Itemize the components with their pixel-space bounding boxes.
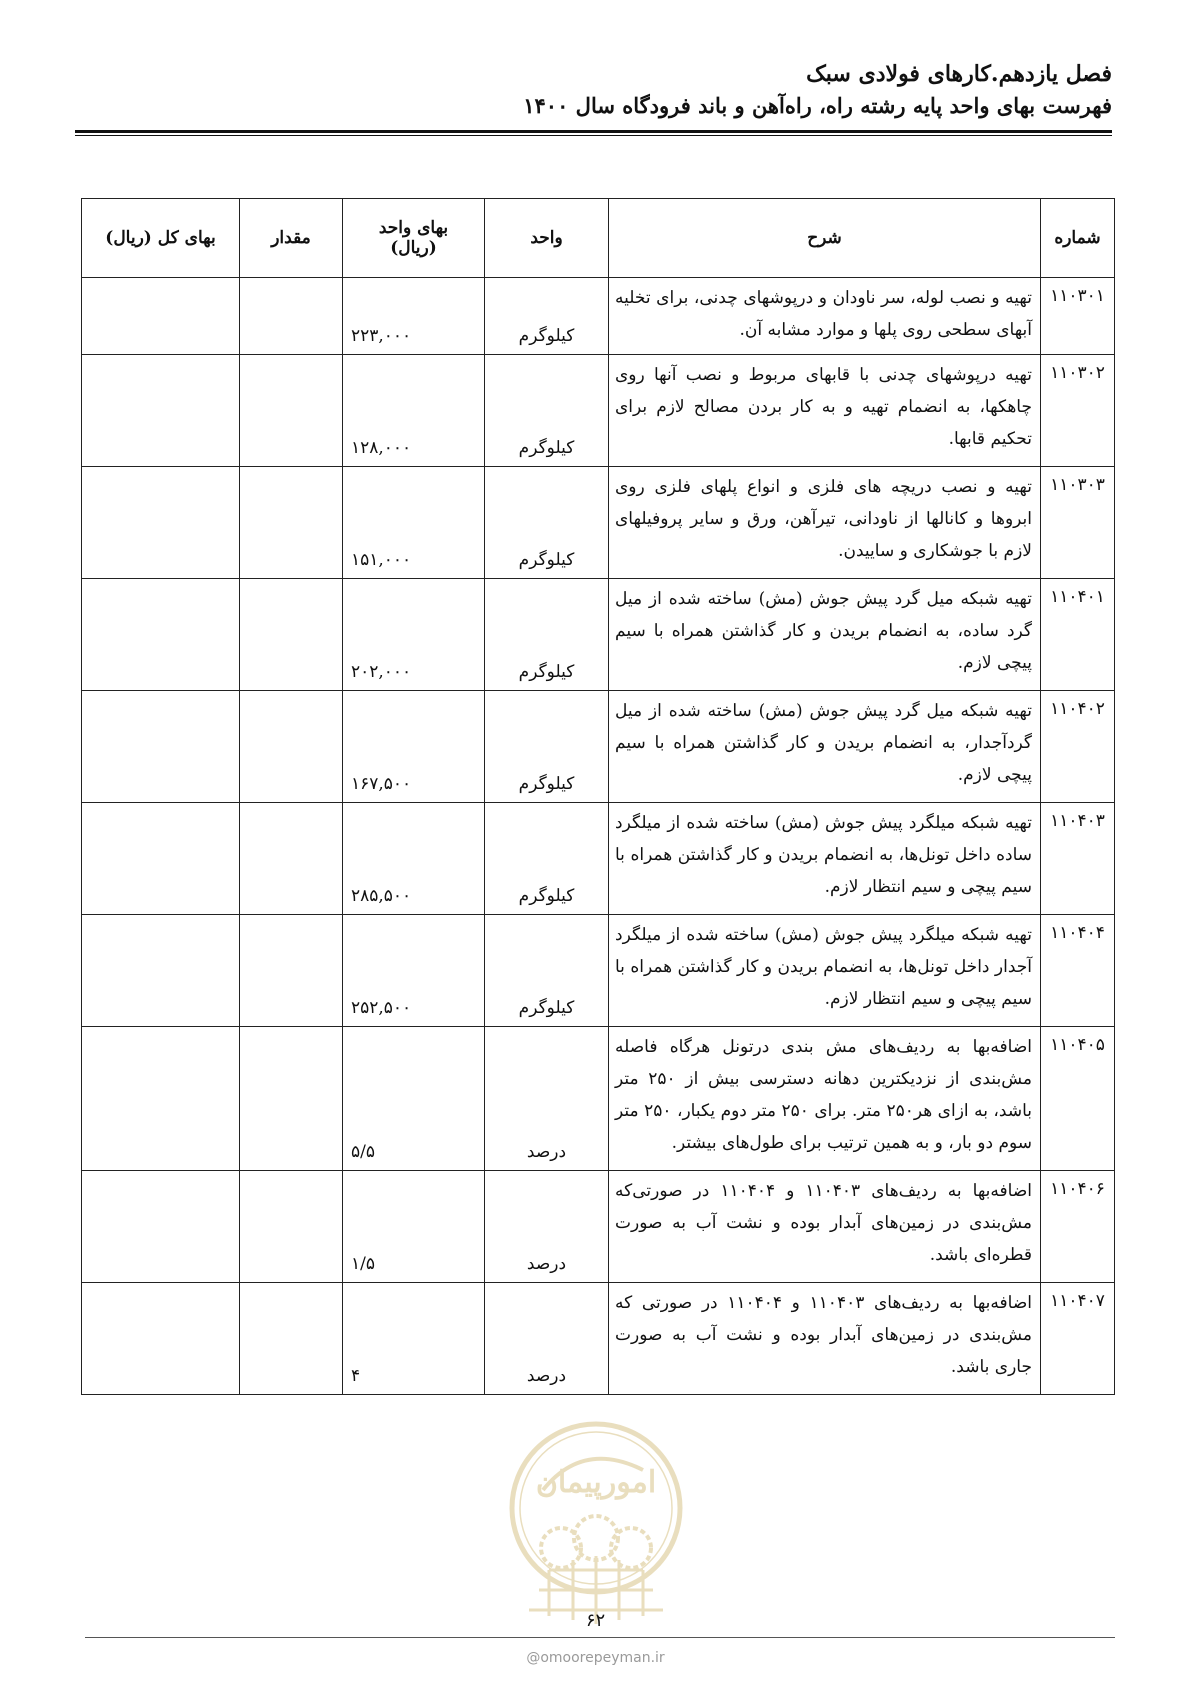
watermark-text: امورپیمان (535, 1465, 657, 1500)
row-total (82, 691, 240, 803)
row-quantity (240, 691, 343, 803)
column-header-description: شرح (609, 199, 1041, 278)
footer-rule (85, 1637, 1115, 1638)
row-unit-price: ۲۰۲,۰۰۰ (343, 579, 485, 691)
price-list-title: فهرست بهای واحد پایه رشته راه، راه‌آهن و باند فرودگاه سال ۱۴۰۰ (523, 93, 1112, 118)
row-unit: کیلوگرم (485, 915, 609, 1027)
table-row (82, 915, 1115, 1027)
row-total (82, 915, 240, 1027)
table-header-row (82, 199, 1115, 278)
chapter-title: فصل یازدهم.کارهای فولادی سبک (806, 61, 1112, 87)
row-description: تهیه درپوشهای چدنی با قابهای مربوط و نصب آنها روی چاهکها، به انضمام تهیه و به کار بردن مصالح لازم برای تحکیم قابها. (609, 355, 1041, 467)
row-unit-price: ۴ (343, 1283, 485, 1395)
website-link[interactable]: @omoorepeyman.ir (526, 1650, 665, 1666)
row-number: ۱۱۰۳۰۲ (1041, 355, 1115, 467)
row-unit: درصد (485, 1027, 609, 1171)
row-quantity (240, 1027, 343, 1171)
column-header-unit: واحد (485, 199, 609, 278)
row-unit: درصد (485, 1171, 609, 1283)
row-number: ۱۱۰۴۰۳ (1041, 803, 1115, 915)
row-total (82, 355, 240, 467)
row-total (82, 278, 240, 355)
row-description: تهیه شبکه میل گرد پیش جوش (مش) ساخته شده از میل گرد ساده، به انضمام بریدن و کار گذاشتن همراه با سیم پیچی لازم. (609, 579, 1041, 691)
row-unit-price: ۲۵۲,۵۰۰ (343, 915, 485, 1027)
row-total (82, 1027, 240, 1171)
row-quantity (240, 355, 343, 467)
page-header (79, 58, 1112, 122)
row-description: تهیه شبکه میلگرد پیش جوش (مش) ساخته شده از میلگرد آجدار داخل تونل‌ها، به انضمام بریدن و کار گذاشتن همراه با سیم پیچی و سیم انتظار لازم. (609, 915, 1041, 1027)
row-total (82, 1283, 240, 1395)
row-number: ۱۱۰۳۰۱ (1041, 278, 1115, 355)
row-unit-price: ۱۵۱,۰۰۰ (343, 467, 485, 579)
row-unit: کیلوگرم (485, 691, 609, 803)
table-row (82, 579, 1115, 691)
table-row (82, 1027, 1115, 1171)
column-header-unit-price (343, 199, 485, 278)
row-description: اضافه‌بها به ردیف‌های ۱۱۰۴۰۳ و ۱۱۰۴۰۴ در صورتی‌که مش‌بندی در زمین‌های آبدار بوده و نشت آب به صورت قطره‌ای باشد. (609, 1171, 1041, 1283)
row-description: تهیه شبکه میل گرد پیش جوش (مش) ساخته شده از میل گردآجدار، به انضمام بریدن و کار گذاشتن همراه با سیم پیچی لازم. (609, 691, 1041, 803)
row-unit-price: ۱۶۷,۵۰۰ (343, 691, 485, 803)
row-unit: کیلوگرم (485, 467, 609, 579)
row-unit: درصد (485, 1283, 609, 1395)
row-quantity (240, 579, 343, 691)
row-description: اضافه‌بها به ردیف‌های ۱۱۰۴۰۳ و ۱۱۰۴۰۴ در صورتی که مش‌بندی در زمین‌های آبدار بوده و نشت آب به صورت جاری باشد. (609, 1283, 1041, 1395)
row-total (82, 1171, 240, 1283)
row-description: اضافه‌بها به ردیف‌های مش بندی درتونل هرگاه فاصله مش‌بندی از نزدیکترین دهانه دسترسی بیش از ۲۵۰ متر باشد، به ازای هر۲۵۰ متر. برای ۲۵۰ متر دوم یکبار، ۲۵۰ متر سوم دو بار، و به همین ترتیب برای طول‌های بیشتر. (609, 1027, 1041, 1171)
row-unit-price: ۵/۵ (343, 1027, 485, 1171)
row-unit: کیلوگرم (485, 579, 609, 691)
omoorepeyman-seal-icon (503, 1420, 689, 1630)
row-number: ۱۱۰۴۰۱ (1041, 579, 1115, 691)
row-total (82, 467, 240, 579)
row-quantity (240, 803, 343, 915)
row-number: ۱۱۰۴۰۷ (1041, 1283, 1115, 1395)
column-header-total: بهای کل (ریال) (82, 199, 240, 278)
row-total (82, 579, 240, 691)
unit-price-header-line2: (ریال) (390, 238, 437, 258)
page-number: ۶۲ (585, 1610, 606, 1631)
row-number: ۱۱۰۴۰۵ (1041, 1027, 1115, 1171)
row-unit: کیلوگرم (485, 803, 609, 915)
unit-price-header-line1: بهای واحد (378, 218, 449, 238)
row-quantity (240, 467, 343, 579)
row-number: ۱۱۰۴۰۲ (1041, 691, 1115, 803)
row-description: تهیه و نصب لوله، سر ناودان و درپوشهای چدنی، برای تخلیه آبهای سطحی روی پلها و موارد مشابه آن. (609, 278, 1041, 355)
table-row (82, 278, 1115, 355)
price-items-table (81, 198, 1115, 1395)
row-unit-price: ۲۲۳,۰۰۰ (343, 278, 485, 355)
row-number: ۱۱۰۴۰۴ (1041, 915, 1115, 1027)
row-unit-price: ۱۲۸,۰۰۰ (343, 355, 485, 467)
row-description: تهیه شبکه میلگرد پیش جوش (مش) ساخته شده از میلگرد ساده داخل تونل‌ها، به انضمام بریدن و کار گذاشتن همراه با سیم پیچی و سیم انتظار لازم. (609, 803, 1041, 915)
row-description: تهیه و نصب دریچه های فلزی و انواع پلهای فلزی روی ابروها و کانالها از ناودانی، تیرآهن، ورق و سایر پروفیلهای لازم با جوشکاری و ساییدن. (609, 467, 1041, 579)
column-header-quantity: مقدار (240, 199, 343, 278)
table-row (82, 1283, 1115, 1395)
table-row (82, 355, 1115, 467)
row-quantity (240, 915, 343, 1027)
row-quantity (240, 278, 343, 355)
table-row (82, 467, 1115, 579)
row-number: ۱۱۰۴۰۶ (1041, 1171, 1115, 1283)
row-unit-price: ۱/۵ (343, 1171, 485, 1283)
header-rule-thin (75, 135, 1112, 136)
row-total (82, 803, 240, 915)
column-header-number: شماره (1041, 199, 1115, 278)
row-unit: کیلوگرم (485, 278, 609, 355)
table-row (82, 1171, 1115, 1283)
row-quantity (240, 1283, 343, 1395)
table-row (82, 803, 1115, 915)
header-rule-thick (75, 130, 1112, 133)
row-number: ۱۱۰۳۰۳ (1041, 467, 1115, 579)
row-quantity (240, 1171, 343, 1283)
table-row (82, 691, 1115, 803)
row-unit: کیلوگرم (485, 355, 609, 467)
row-unit-price: ۲۸۵,۵۰۰ (343, 803, 485, 915)
